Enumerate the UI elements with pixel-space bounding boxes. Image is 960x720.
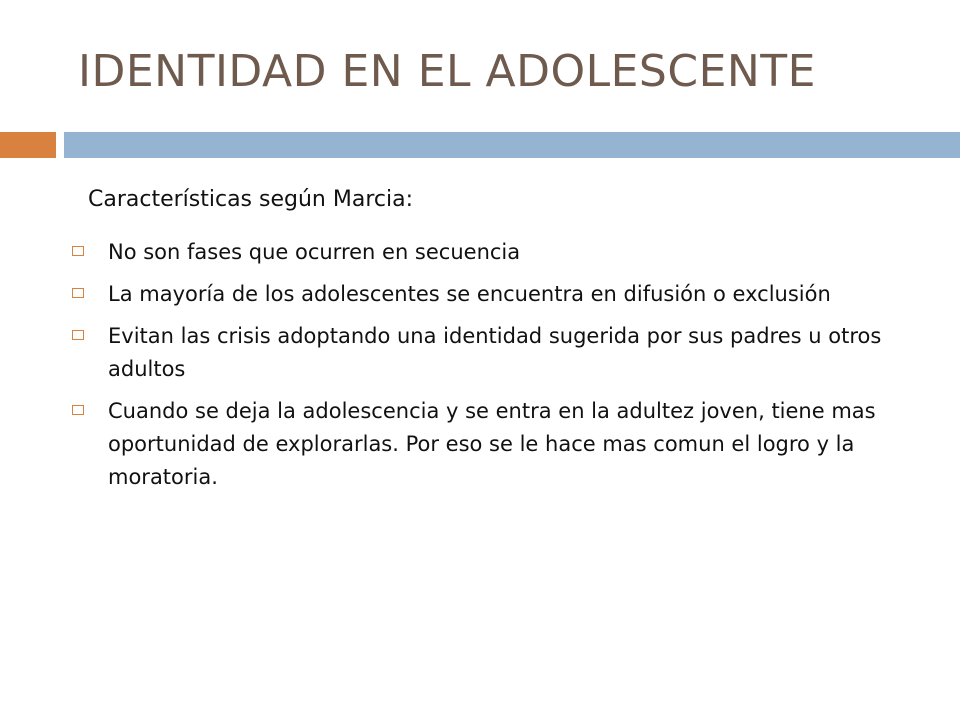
bullet-item xyxy=(72,236,902,269)
hollow-square-icon xyxy=(72,288,84,298)
accent-bar-orange xyxy=(0,132,56,158)
bullet-list xyxy=(72,236,902,503)
bullet-text: Evitan las crisis adoptando una identidad sugerida por sus padres u otros adultos xyxy=(108,324,882,381)
bullet-text: No son fases que ocurren en secuencia xyxy=(108,240,521,264)
hollow-square-icon xyxy=(72,405,84,415)
accent-bar-blue xyxy=(64,132,960,158)
bullet-item xyxy=(72,395,902,494)
hollow-square-icon xyxy=(72,246,84,256)
bullet-text: Cuando se deja la adolescencia y se entra en la adultez joven, tiene mas oportunidad de explorarlas. Por eso se le hace mas comun el logro y la moratoria. xyxy=(108,399,876,489)
slide-title: IDENTIDAD EN EL ADOLESCENTE xyxy=(78,46,816,97)
bullet-item xyxy=(72,320,902,386)
bullet-item xyxy=(72,278,902,311)
slide-subtitle: Características según Marcia: xyxy=(88,187,413,212)
bullet-text: La mayoría de los adolescentes se encuentra en difusión o exclusión xyxy=(108,282,831,306)
hollow-square-icon xyxy=(72,330,84,340)
